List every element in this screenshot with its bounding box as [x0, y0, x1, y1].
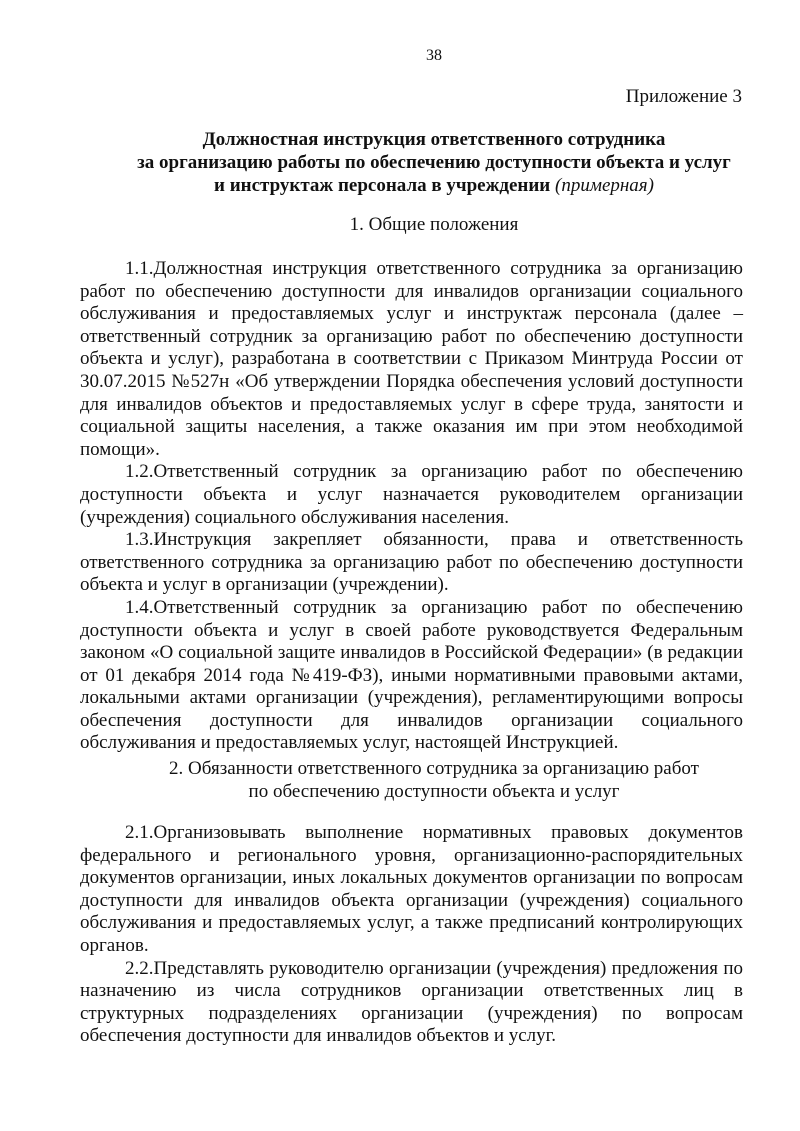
section-2-heading-line-2: по обеспечению доступности объекта и услуг	[248, 781, 620, 802]
paragraph-1-1: 1.1.Должностная инструкция ответственного сотрудника за организацию работ по обеспечению доступности для инвалидов организации социального обслуживания и предоставляемых услуг и инструктаж персонала (далее – ответственный сотрудник за организацию работ по обеспечению доступности объекта и услуг), разработана в соответствии с Приказом Минтруда России от 30.07.2015 №527н «Об утверждении Порядка обеспечения условий доступности для инвалидов объектов и предоставляемых услуг в сфере труда, занятости и социальной защиты населения, а также оказания им при этом необходимой помощи».	[80, 258, 743, 460]
paragraph-1-2: 1.2.Ответственный сотрудник за организацию работ по обеспечению доступности объекта и услуг назначается руководителем организации (учреждения) социального обслуживания населения.	[80, 461, 743, 528]
paragraph-1-3: 1.3.Инструкция закрепляет обязанности, права и ответственность ответственного сотрудника за организацию работ по обеспечению доступности объекта и услуг в организации (учреждении).	[80, 529, 743, 596]
paragraph-2-2: 2.2.Представлять руководителю организации (учреждения) предложения по назначению из числа сотрудников организации ответственных лиц в структурных подразделениях организации (учреждения) по вопросам обеспечения доступности для инвалидов объектов и услуг.	[80, 957, 743, 1047]
appendix-label: Приложение 3	[625, 86, 742, 107]
paragraph-1-4: 1.4.Ответственный сотрудник за организацию работ по обеспечению доступности объекта и услуг в своей работе руководствуется Федеральным законом «О социальной защите инвалидов в Российской Федерации» (в редакции от 01 декабря 2014 года №419-ФЗ), иными нормативными правовыми актами, локальными актами организации (учреждения), регламентирующими вопросы обеспечения доступности для инвалидов организации социального обслуживания и предоставляемых услуг, настоящей Инструкцией.	[80, 596, 743, 754]
section-2-body	[80, 822, 743, 1048]
section-2-heading	[80, 757, 788, 803]
section-2-heading-line-1: 2. Обязанности ответственного сотрудника за организацию работ	[169, 758, 699, 779]
title-line-1: Должностная инструкция ответственного сотрудника	[202, 129, 666, 150]
document-title	[80, 128, 788, 197]
title-line-2: за организацию работы по обеспечению доступности объекта и услуг	[137, 152, 731, 173]
title-line-3	[80, 174, 788, 197]
page-number: 38	[426, 47, 442, 64]
title-note: (примерная)	[555, 175, 654, 196]
section-1-body	[80, 258, 743, 755]
title-line-3-text: и инструктаж персонала в учреждении	[214, 175, 551, 196]
section-1-heading: 1. Общие положения	[349, 214, 519, 235]
paragraph-2-1: 2.1.Организовывать выполнение нормативных правовых документов федерального и регионального уровня, организационно-распорядительных документов организации, иных локальных документов организации по вопросам доступности для инвалидов объекта организации (учреждения) социального обслуживания и предоставляемых услуг, а также предписаний контролирующих органов.	[80, 822, 743, 956]
